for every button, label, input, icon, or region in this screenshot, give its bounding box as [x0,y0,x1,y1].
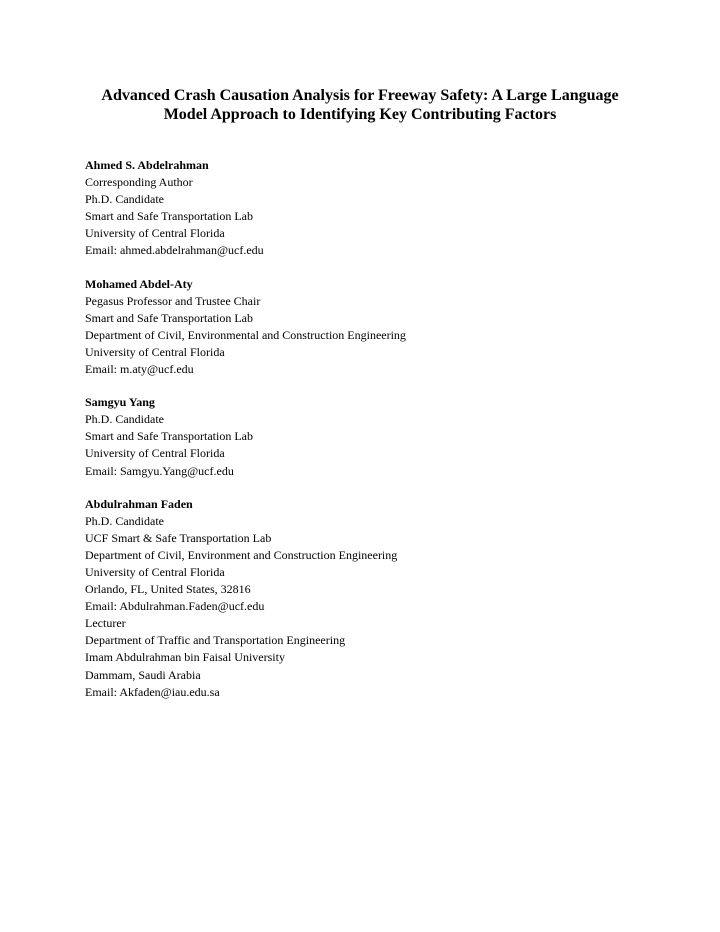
author-affiliation-line: Corresponding Author [85,175,193,190]
author-affiliation-line: UCF Smart & Safe Transportation Lab [85,530,272,545]
author-block [85,496,665,701]
author-affiliation-line: University of Central Florida [85,564,225,579]
author-affiliation-line: Ph.D. Candidate [85,192,164,207]
author-affiliation-line: Imam Abdulrahman bin Faisal University [85,650,285,665]
author-affiliation-line: Smart and Safe Transportation Lab [85,310,253,325]
author-affiliation-line: Email: ahmed.abdelrahman@ucf.edu [85,243,264,258]
author-affiliation-line: Lecturer [85,616,126,631]
author-affiliation-line: University of Central Florida [85,226,225,241]
author-name: Samgyu Yang [85,395,155,410]
author-affiliation-line: University of Central Florida [85,344,225,359]
paper-title-line: Model Approach to Identifying Key Contributing Factors [163,106,557,123]
author-affiliation-line: Email: Samgyu.Yang@ucf.edu [85,463,234,478]
author-block [85,157,665,260]
author-name: Mohamed Abdel-Aty [85,276,193,291]
paper-title-line: Advanced Crash Causation Analysis for Freeway Safety: A Large Language [101,87,619,104]
author-affiliation-line: University of Central Florida [85,446,225,461]
author-affiliation-line: Email: m.aty@ucf.edu [85,362,194,377]
author-affiliation-line: Email: Abdulrahman.Faden@ucf.edu [85,599,265,614]
author-block [85,276,665,379]
author-affiliation-line: Department of Civil, Environment and Construction Engineering [85,547,398,562]
author-affiliation-line: Smart and Safe Transportation Lab [85,429,253,444]
author-name: Ahmed S. Abdelrahman [85,158,209,172]
author-affiliation-line: Email: Akfaden@iau.edu.sa [85,684,220,699]
author-affiliation-line: Orlando, FL, United States, 32816 [85,582,251,597]
paper-title [60,86,660,124]
author-affiliation-line: Smart and Safe Transportation Lab [85,209,253,224]
author-affiliation-line: Ph.D. Candidate [85,513,164,528]
author-affiliation-line: Pegasus Professor and Trustee Chair [85,293,261,308]
author-affiliation-line: Ph.D. Candidate [85,412,164,427]
author-affiliation-line: Department of Traffic and Transportation Engineering [85,633,346,648]
author-affiliation-line: Dammam, Saudi Arabia [85,667,201,682]
author-list [85,157,665,717]
author-affiliation-line: Department of Civil, Environmental and Construction Engineering [85,327,406,342]
author-block [85,394,665,479]
author-name: Abdulrahman Faden [85,496,193,511]
